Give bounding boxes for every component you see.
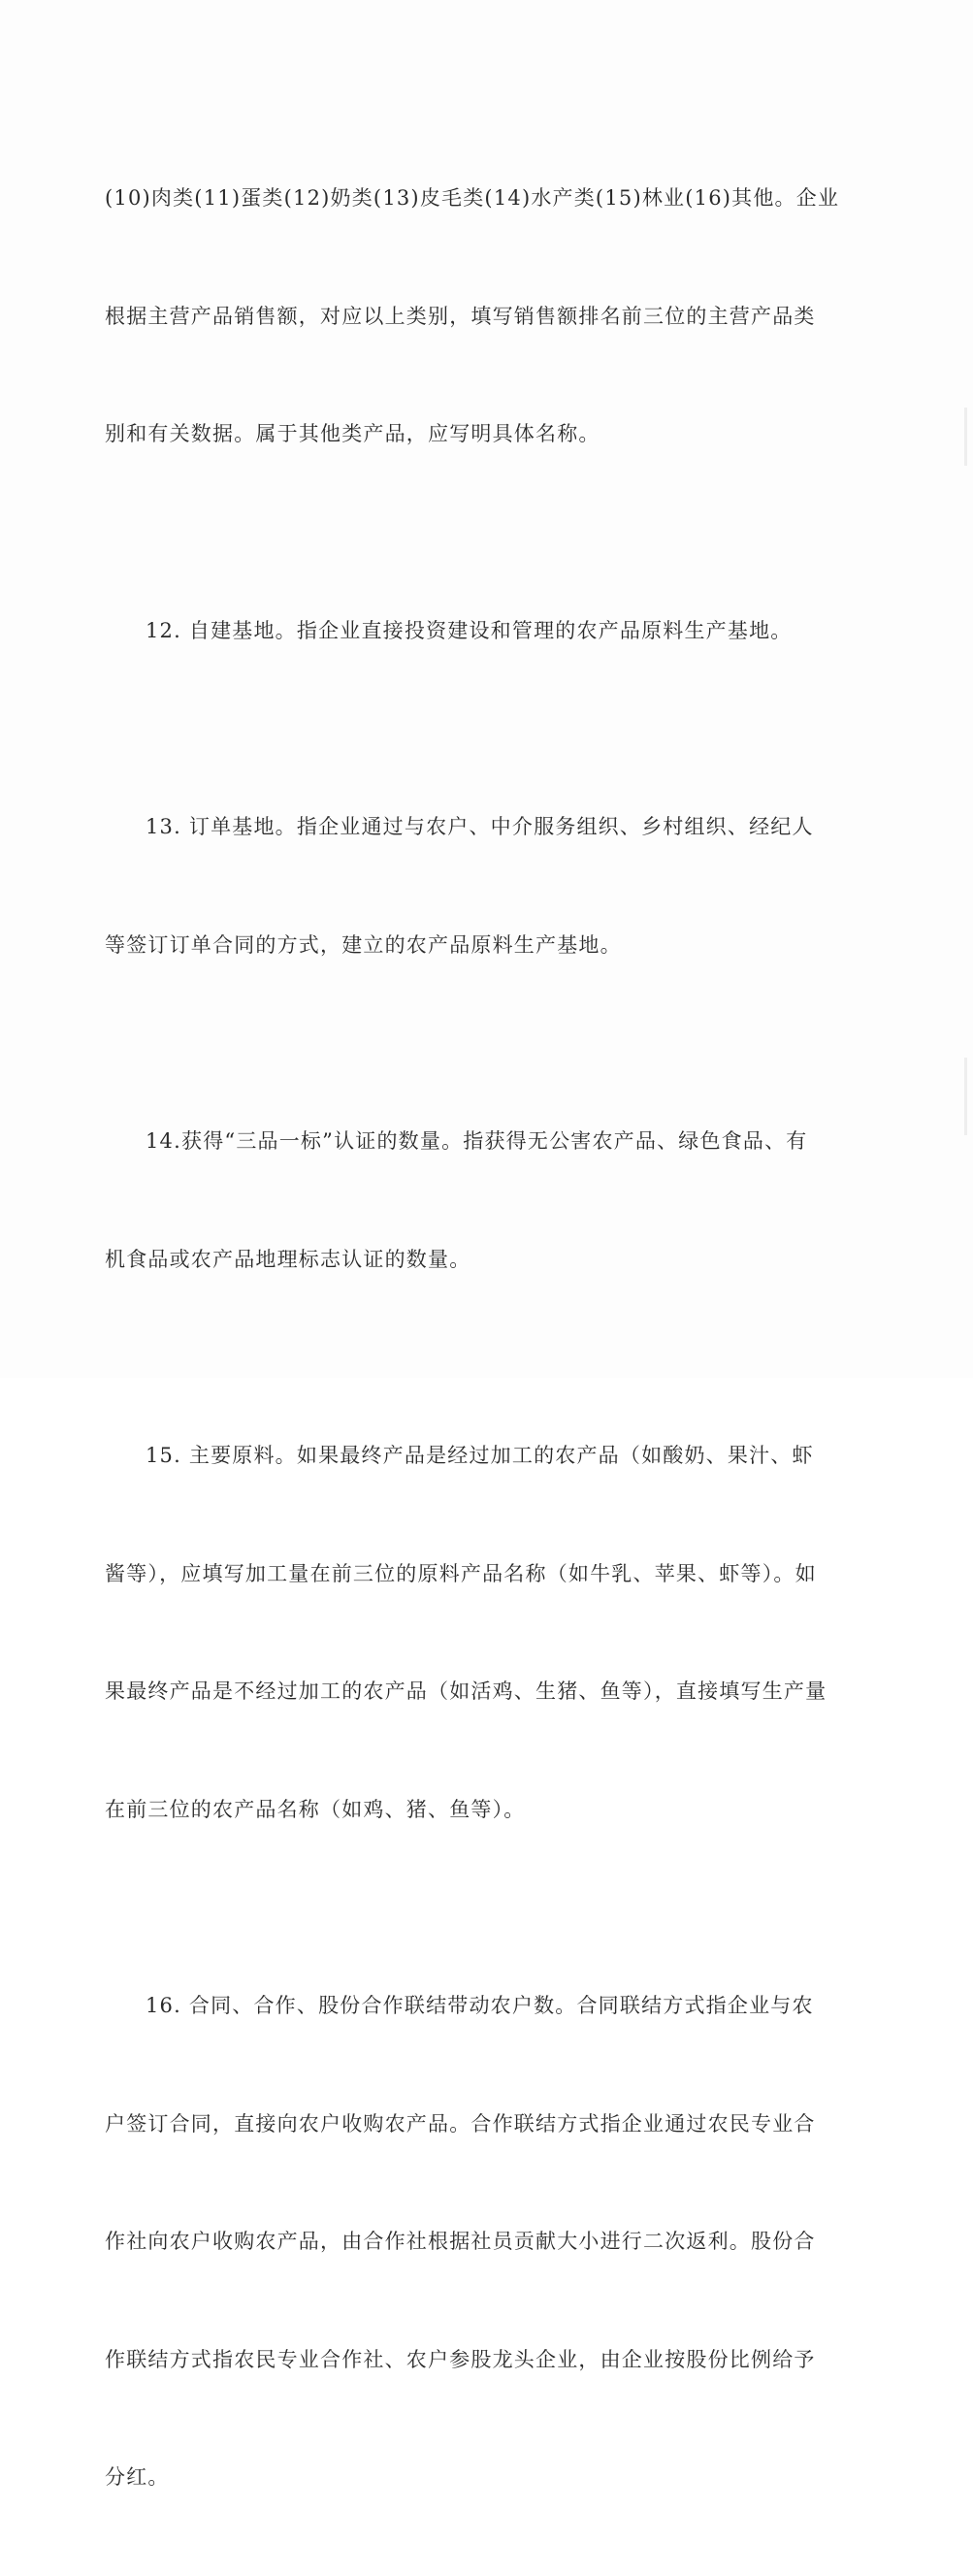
paragraph-item-14 xyxy=(105,1043,881,1357)
text-line: 根据主营产品销售额，对应以上类别，填写销售额排名前三位的主营产品类 xyxy=(105,304,816,328)
text-line: 果最终产品是不经过加工的农产品（如活鸡、生猪、鱼等），直接填写生产量 xyxy=(105,1679,827,1703)
text-line: 等签订订单合同的方式，建立的农产品原料生产基地。 xyxy=(105,932,622,957)
text-line: 别和有关数据。属于其他类产品，应写明具体名称。 xyxy=(105,422,600,445)
text-line: 作社向农户收购农产品，由合作社根据社员贡献大小进行二次返利。股份合 xyxy=(105,2230,816,2253)
text-line: 15. 主要原料。如果最终产品是经过加工的农产品（如酸奶、果汁、虾 xyxy=(146,1444,814,1467)
scan-edge-mark xyxy=(964,1058,967,1135)
text-line: 14.获得“三品一标”认证的数量。指获得无公害农产品、绿色食品、有 xyxy=(146,1129,808,1153)
paragraph-item-15 xyxy=(105,1357,881,1908)
document-body xyxy=(105,100,881,2576)
text-line: 户签订合同，直接向农户收购农产品。合作联结方式指企业通过农民专业合 xyxy=(105,2111,816,2136)
paragraph-item-12 xyxy=(105,533,881,730)
text-line: 16. 合同、合作、股份合作联结带动农户数。合同联结方式指企业与农 xyxy=(146,1994,814,2017)
scan-edge-mark xyxy=(964,408,967,466)
text-line: 13. 订单基地。指企业通过与农户、中介服务组织、乡村组织、经纪人 xyxy=(146,815,814,838)
text-line: 12. 自建基地。指企业直接投资建设和管理的农产品原料生产基地。 xyxy=(146,618,793,642)
paragraph-categories xyxy=(105,100,881,533)
paragraph-item-13 xyxy=(105,729,881,1043)
text-line: 机食品或农产品地理标志认证的数量。 xyxy=(105,1247,471,1271)
text-line: 在前三位的农产品名称（如鸡、猪、鱼等）。 xyxy=(105,1797,526,1821)
paragraph-item-16 xyxy=(105,1908,881,2576)
text-line: 作联结方式指农民专业合作社、农户参股龙头企业，由企业按股份比例给予 xyxy=(105,2347,816,2371)
text-line: 分红。 xyxy=(105,2465,170,2489)
text-line: 酱等），应填写加工量在前三位的原料产品名称（如牛乳、苹果、虾等）。如 xyxy=(105,1561,817,1585)
text-line: (10)肉类(11)蛋类(12)奶类(13)皮毛类(14)水产类(15)林业(16)其他。企业 xyxy=(105,186,840,210)
